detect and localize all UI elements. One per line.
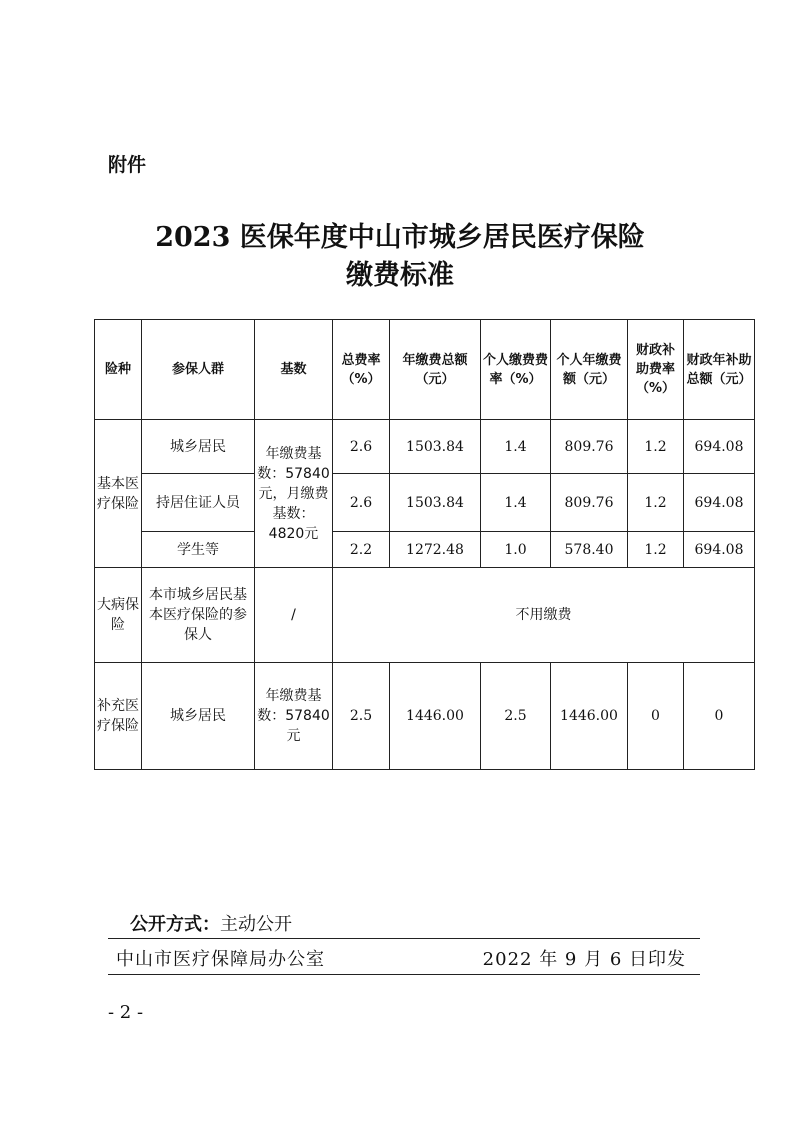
value-cell: 0 [684,663,755,770]
value-cell: 809.76 [551,420,628,474]
value-cell: 1.0 [481,532,551,568]
value-cell: 1.4 [481,474,551,532]
header-cell: 个人年缴费额（元） [551,320,628,420]
group-cell: 学生等 [142,532,255,568]
value-cell: 809.76 [551,474,628,532]
group-cell: 本市城乡居民基本医疗保险的参保人 [142,568,255,663]
issue-date: 2022 年 9 月 6 日印发 [482,949,686,970]
header-cell: 财政年补助总额（元） [684,320,755,420]
divider [108,938,700,939]
insurance-type-cell: 大病保险 [95,568,142,663]
value-cell: 2.2 [333,532,390,568]
value-cell: 694.08 [684,474,755,532]
table-row [95,663,755,770]
value-cell: 1.2 [628,420,684,474]
page-number: - 2 - [108,1002,144,1023]
table-row [95,568,755,663]
disclosure-label: 公开方式： [130,914,220,935]
document-title: 2023 医保年度中山市城乡居民医疗保险 [155,222,645,253]
table-row [95,474,755,532]
fee-standard-table [94,319,755,770]
header-cell: 年缴费总额（元） [390,320,481,420]
value-cell: 0 [628,663,684,770]
value-cell: 2.6 [333,474,390,532]
disclosure-value: 主动公开 [220,914,292,935]
header-cell: 险种 [95,320,142,420]
value-cell: 2.6 [333,420,390,474]
value-cell: 694.08 [684,532,755,568]
insurance-type-cell: 基本医疗保险 [95,420,142,568]
value-cell: 1503.84 [390,420,481,474]
disclosure-line [130,910,292,936]
header-cell: 个人缴费费率（%） [481,320,551,420]
value-cell: 1.4 [481,420,551,474]
table-row [95,420,755,474]
group-cell: 城乡居民 [142,420,255,474]
value-cell: 2.5 [333,663,390,770]
document-subtitle: 缴费标准 [346,260,454,291]
value-cell: 694.08 [684,420,755,474]
no-payment-note: 不用缴费 [333,568,755,663]
header-cell: 财政补助费率（%） [628,320,684,420]
header-cell: 总费率（%） [333,320,390,420]
value-cell: 578.40 [551,532,628,568]
value-cell: 1446.00 [551,663,628,770]
base-cell: / [255,568,333,663]
attachment-label: 附件 [108,154,147,176]
group-cell: 持居住证人员 [142,474,255,532]
divider [108,974,700,975]
table-header-row [95,320,755,420]
header-cell: 参保人群 [142,320,255,420]
base-cell: 年缴费基数：57840元 [255,663,333,770]
value-cell: 1446.00 [390,663,481,770]
group-cell: 城乡居民 [142,663,255,770]
table-row [95,532,755,568]
value-cell: 1272.48 [390,532,481,568]
base-cell: 年缴费基数：57840元，月缴费基数：4820元 [255,420,333,568]
insurance-type-cell: 补充医疗保险 [95,663,142,770]
value-cell: 1.2 [628,532,684,568]
issuer-name: 中山市医疗保障局办公室 [116,949,325,970]
value-cell: 2.5 [481,663,551,770]
value-cell: 1.2 [628,474,684,532]
header-cell: 基数 [255,320,333,420]
value-cell: 1503.84 [390,474,481,532]
